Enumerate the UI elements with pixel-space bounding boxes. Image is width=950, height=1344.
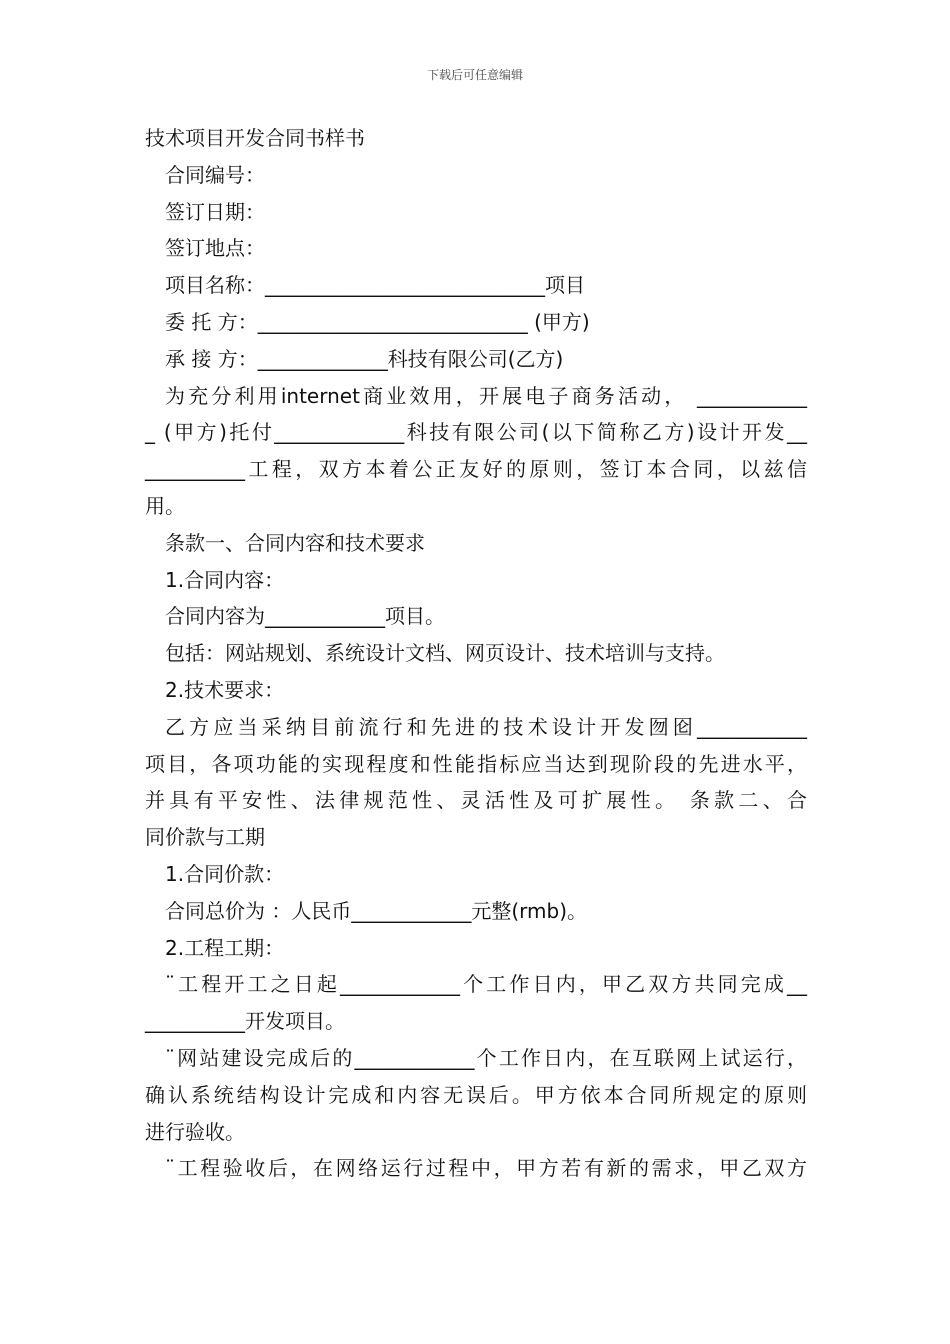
- text-line: 为充分利用internet商业效用，开展电子商务活动， ___________: [165, 383, 807, 408]
- text-line: 签订日期：: [165, 199, 265, 224]
- contract-body: [145, 120, 807, 1187]
- text-line: 合同内容为____________项目。: [165, 604, 445, 629]
- page-header-note: 下载后可任意编辑: [426, 68, 523, 82]
- text-line: 委 托 方：___________________________ (甲方): [165, 309, 590, 334]
- text-line: _ (甲方)托付_____________科技有限公司(以下简称乙方)设计开发__: [145, 420, 807, 445]
- text-line: 用。: [145, 493, 185, 518]
- text-line: 合同总价为 ：人民币____________元整(rmb)。: [165, 898, 588, 923]
- text-line: 合同编号：: [165, 162, 265, 187]
- text-line: ¨工程开工之日起____________个工作日内，甲乙双方共同完成__: [165, 972, 807, 997]
- text-line: 同价款与工期: [145, 825, 265, 850]
- text-line: __________开发项目。: [145, 1009, 345, 1034]
- text-line: 承 接 方：_____________科技有限公司(乙方): [165, 346, 564, 371]
- text-line: 确认系统结构设计完成和内容无误后。甲方依本合同所规定的原则: [145, 1082, 807, 1107]
- document-title: 技术项目开发合同书样书: [145, 126, 365, 150]
- text-line: 包括：网站规划、系统设计文档、网页设计、技术培训与支持。: [165, 641, 725, 666]
- text-line: ¨工程验收后，在网络运行过程中，甲方若有新的需求，甲乙双方: [165, 1156, 807, 1181]
- text-line: 进行验收。: [145, 1119, 245, 1144]
- text-line: 条款一、合同内容和技术要求: [165, 530, 425, 555]
- text-line: 1.合同内容：: [165, 567, 285, 592]
- text-line: __________工程，双方本着公正友好的原则，签订本合同，以兹信: [145, 457, 807, 482]
- text-line: 并具有平安性、法律规范性、灵活性及可扩展性。 条款二、合: [145, 788, 807, 813]
- text-line: 1.合同价款：: [165, 861, 285, 886]
- text-line: 2.工程工期：: [165, 935, 285, 960]
- text-line: 项目名称：____________________________项目: [165, 273, 585, 298]
- text-line: 乙方应当采纳目前流行和先进的技术设计开发囫囵___________: [165, 714, 807, 739]
- text-line: ¨网站建设完成后的____________个工作日内，在互联网上试运行，: [165, 1045, 807, 1070]
- text-line: 2.技术要求：: [165, 677, 285, 702]
- text-line: 项目，各项功能的实现程度和性能指标应当达到现阶段的先进水平，: [145, 751, 807, 776]
- text-line: 签订地点：: [165, 236, 265, 261]
